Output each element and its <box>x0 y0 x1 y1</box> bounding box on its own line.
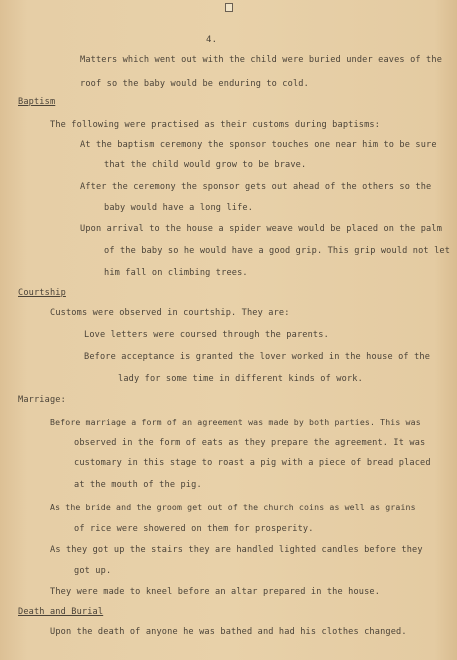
section-heading-courtship: Courtship <box>18 288 66 298</box>
paragraph-line: at the mouth of the pig. <box>74 480 202 490</box>
page-number: 4. <box>206 35 218 45</box>
paragraph-line: As they got up the stairs they are handled lighted candles before they <box>50 545 423 555</box>
section-heading-marriage: Marriage: <box>18 395 66 405</box>
paragraph-line: that the child would grow to be brave. <box>104 160 307 170</box>
page-marker-icon <box>225 3 233 12</box>
section-heading-baptism: Baptism <box>18 97 56 107</box>
paragraph-line: Before marriage a form of an agreement was made by both parties. This was <box>50 417 421 427</box>
paragraph-line: Matters which went out with the child were buried under eaves of the <box>80 55 443 65</box>
paragraph-line: lady for some time in different kinds of work. <box>118 374 363 384</box>
paragraph-line: him fall on climbing trees. <box>104 268 248 278</box>
paragraph-line: roof so the baby would be enduring to cold. <box>80 79 309 89</box>
paragraph-line: Before acceptance is granted the lover worked in the house of the <box>84 352 431 362</box>
paragraph-line: At the baptism ceremony the sponsor touches one near him to be sure <box>80 140 437 150</box>
paragraph-line: customary in this stage to roast a pig with a piece of bread placed <box>74 458 431 468</box>
paragraph-line: observed in the form of eats as they prepare the agreement. It was <box>74 438 426 448</box>
paragraph-line: They were made to kneel before an altar prepared in the house. <box>50 587 381 597</box>
paragraph-line: got up. <box>74 566 112 576</box>
section-heading-death-and-burial: Death and Burial <box>18 607 104 617</box>
paragraph-line: Upon arrival to the house a spider weave would be placed on the palm <box>80 224 443 234</box>
paragraph-line: baby would have a long life. <box>104 203 254 213</box>
paragraph-line: Customs were observed in courtship. They are: <box>50 308 290 318</box>
paragraph-line: As the bride and the groom get out of the church coins as well as grains <box>50 502 416 512</box>
paragraph-line: After the ceremony the sponsor gets out ahead of the others so the <box>80 182 432 192</box>
paragraph-line: of the baby so he would have a good grip. This grip would not let <box>104 246 451 256</box>
paragraph-line: The following were practised as their customs during baptisms: <box>50 120 381 130</box>
paragraph-line: Love letters were coursed through the parents. <box>84 330 329 340</box>
paragraph-line: of rice were showered on them for prosperity. <box>74 524 314 534</box>
paragraph-line: Upon the death of anyone he was bathed and had his clothes changed. <box>50 627 407 637</box>
